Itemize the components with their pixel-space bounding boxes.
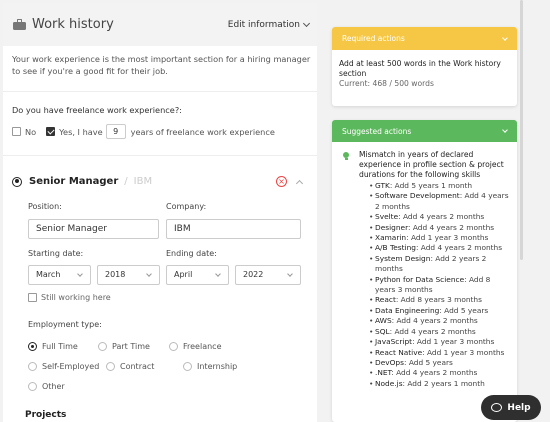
chevron-down-icon [77, 271, 83, 277]
radio-selected[interactable] [28, 342, 37, 351]
chevron-down-icon [303, 19, 310, 26]
required-actions-panel [332, 27, 517, 106]
chevron-down-icon [502, 35, 508, 41]
help-label: Help [507, 402, 531, 413]
position-input[interactable]: Senior Manager [28, 219, 159, 239]
suggested-actions-title: Suggested actions [342, 126, 412, 136]
list-item: • DevOps: Add 5 years [369, 358, 509, 368]
radio[interactable] [28, 382, 37, 391]
job-title: Senior Manager [29, 176, 119, 187]
radio[interactable] [183, 362, 192, 371]
start-month-select[interactable] [28, 265, 91, 285]
employment-option[interactable] [106, 362, 154, 371]
list-item: • JavaScript: Add 1 year 3 months [369, 337, 509, 347]
radio[interactable] [28, 362, 37, 371]
chevron-down-icon [146, 271, 152, 277]
end-month-value: April [174, 270, 193, 279]
list-item: • SQL: Add 4 years 2 months [369, 327, 509, 337]
suggested-actions-header[interactable] [332, 120, 517, 142]
list-item: • AWS: Add 4 years 2 months [369, 316, 509, 326]
end-year-value: 2022 [243, 270, 264, 279]
radio[interactable] [169, 342, 178, 351]
position-label: Position: [28, 202, 62, 211]
help-button[interactable] [481, 395, 541, 420]
job-entry-header[interactable] [12, 176, 302, 187]
job-selected-radio[interactable] [12, 177, 22, 187]
start-year-value: 2018 [105, 270, 126, 279]
freelance-no-label: No [25, 126, 37, 137]
work-history-intro: Your work experience is the most important section for a hiring manager to see if you're a good fit for their job. [12, 54, 311, 76]
job-separator: / [124, 176, 128, 187]
list-item: • System Design: Add 2 years 2 months [369, 254, 509, 275]
radio[interactable] [98, 342, 107, 351]
end-month-select[interactable] [166, 265, 229, 285]
radio[interactable] [106, 362, 115, 371]
list-item: • Data Engineering: Add 5 years [369, 306, 509, 316]
employment-option-label: Contract [120, 362, 155, 371]
chevron-down-icon [215, 271, 221, 277]
company-label: Company: [166, 202, 207, 211]
start-year-select[interactable] [97, 265, 160, 285]
still-working-label: Still working here [41, 293, 111, 302]
still-working-row[interactable] [28, 293, 111, 302]
list-item: • Svelte: Add 4 years 2 months [369, 212, 509, 222]
list-item: • React: Add 8 years 3 months [369, 295, 509, 305]
list-item: • React Native: Add 1 year 3 months [369, 348, 509, 358]
freelance-years-suffix: years of freelance work experience [130, 126, 275, 137]
employment-type-label: Employment type: [28, 320, 102, 329]
company-input[interactable]: IBM [166, 219, 301, 239]
freelance-yes-checkbox[interactable] [46, 127, 55, 136]
required-action-current: Current: 468 / 500 words [339, 79, 434, 88]
required-actions-title: Required actions [342, 34, 405, 43]
employment-option[interactable] [28, 342, 78, 351]
employment-option-label: Freelance [183, 342, 222, 351]
list-item: • .NET: Add 4 years 2 months [369, 368, 509, 378]
freelance-yes-label: Yes, I have [59, 126, 103, 137]
edit-information-label: Edit information [227, 19, 300, 30]
suggested-actions-panel [332, 120, 517, 422]
work-history-panel [3, 3, 317, 422]
list-item: • Xamarin: Add 1 year 3 months [369, 233, 509, 243]
divider [3, 155, 317, 156]
edit-information-button[interactable] [228, 20, 309, 30]
chat-bubble-icon [491, 403, 502, 412]
list-item: • A/B Testing: Add 4 years 2 months [369, 243, 509, 253]
employment-option[interactable] [169, 342, 222, 351]
list-item: • Designer: Add 4 years 2 months [369, 223, 509, 233]
employment-option-label: Other [42, 382, 65, 391]
starting-date-label: Starting date: [28, 249, 84, 258]
still-working-checkbox[interactable] [28, 293, 37, 302]
work-history-header [3, 3, 317, 46]
freelance-question: Do you have freelance work experience?: [12, 105, 182, 115]
employment-option[interactable] [98, 342, 150, 351]
freelance-years-input[interactable]: 9 [106, 124, 126, 139]
employment-option[interactable] [28, 382, 65, 391]
required-action-text: Add at least 500 words in the Work history section [339, 59, 501, 78]
divider [3, 91, 317, 92]
projects-heading: Projects [25, 410, 67, 420]
mismatch-message: Mismatch in years of declared experience in profile section & project durations for the following skills [359, 150, 504, 179]
freelance-no-checkbox[interactable] [12, 127, 21, 136]
scrollbar[interactable] [520, 0, 523, 260]
employment-option[interactable] [28, 362, 99, 371]
job-company-tag: IBM [133, 176, 153, 187]
employment-option-label: Full Time [42, 342, 78, 351]
remove-job-icon[interactable]: × [276, 176, 287, 187]
briefcase-icon [13, 19, 26, 30]
list-item: • Python for Data Science: Add 8 years 3 months [369, 275, 509, 296]
end-year-select[interactable] [235, 265, 301, 285]
chevron-up-icon[interactable] [296, 179, 303, 186]
employment-option[interactable] [183, 362, 237, 371]
list-item: • Software Development: Add 4 years 2 months [369, 191, 509, 212]
chevron-down-icon [502, 127, 508, 133]
start-month-value: March [36, 270, 61, 279]
list-item: • GTK: Add 5 years 1 month [369, 181, 509, 191]
employment-option-label: Part Time [112, 342, 150, 351]
lightbulb-icon [343, 152, 349, 161]
employment-option-label: Internship [197, 362, 238, 371]
required-actions-header[interactable] [332, 27, 517, 50]
chevron-down-icon [287, 271, 293, 277]
ending-date-label: Ending date: [166, 249, 217, 258]
skill-suggestions-list [369, 181, 509, 389]
list-item: • Node.js: Add 2 years 1 month [369, 379, 509, 389]
work-history-title: Work history [32, 17, 114, 32]
freelance-row [12, 124, 275, 139]
employment-option-label: Self-Employed [42, 362, 100, 371]
